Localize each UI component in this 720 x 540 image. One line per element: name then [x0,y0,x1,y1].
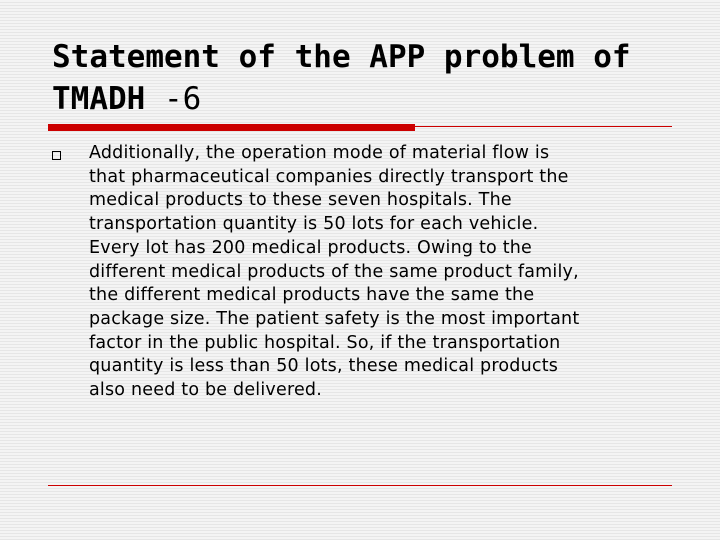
body-line: factor in the public hospital. So, if the transportation [89,332,561,353]
hollow-square-bullet-icon [52,151,61,160]
title-underline-thin [415,126,672,127]
slide-title-suffix: -6 [145,81,202,117]
body-line: quantity is less than 50 lots, these medical products [89,356,559,377]
body-line: the different medical products have the same the [89,285,535,306]
title-underline-thick [48,124,415,131]
body-line: package size. The patient safety is the most important [89,308,580,329]
bullet-paragraph [89,142,689,403]
body-line: medical products to these seven hospitals. The [89,190,512,211]
footer-divider [48,485,672,486]
body-line: also need to be delivered. [89,380,323,401]
body-line: Additionally, the operation mode of material flow is [89,143,550,163]
body-line: different medical products of the same product family, [89,261,579,282]
slide-title [52,36,692,120]
slide-title-main: Statement of the APP problem of TMADH [52,39,631,117]
body-line: Every lot has 200 medical products. Owing to the [89,237,533,258]
body-line: that pharmaceutical companies directly transport the [89,166,569,187]
body-line: transportation quantity is 50 lots for each vehicle. [89,214,539,235]
